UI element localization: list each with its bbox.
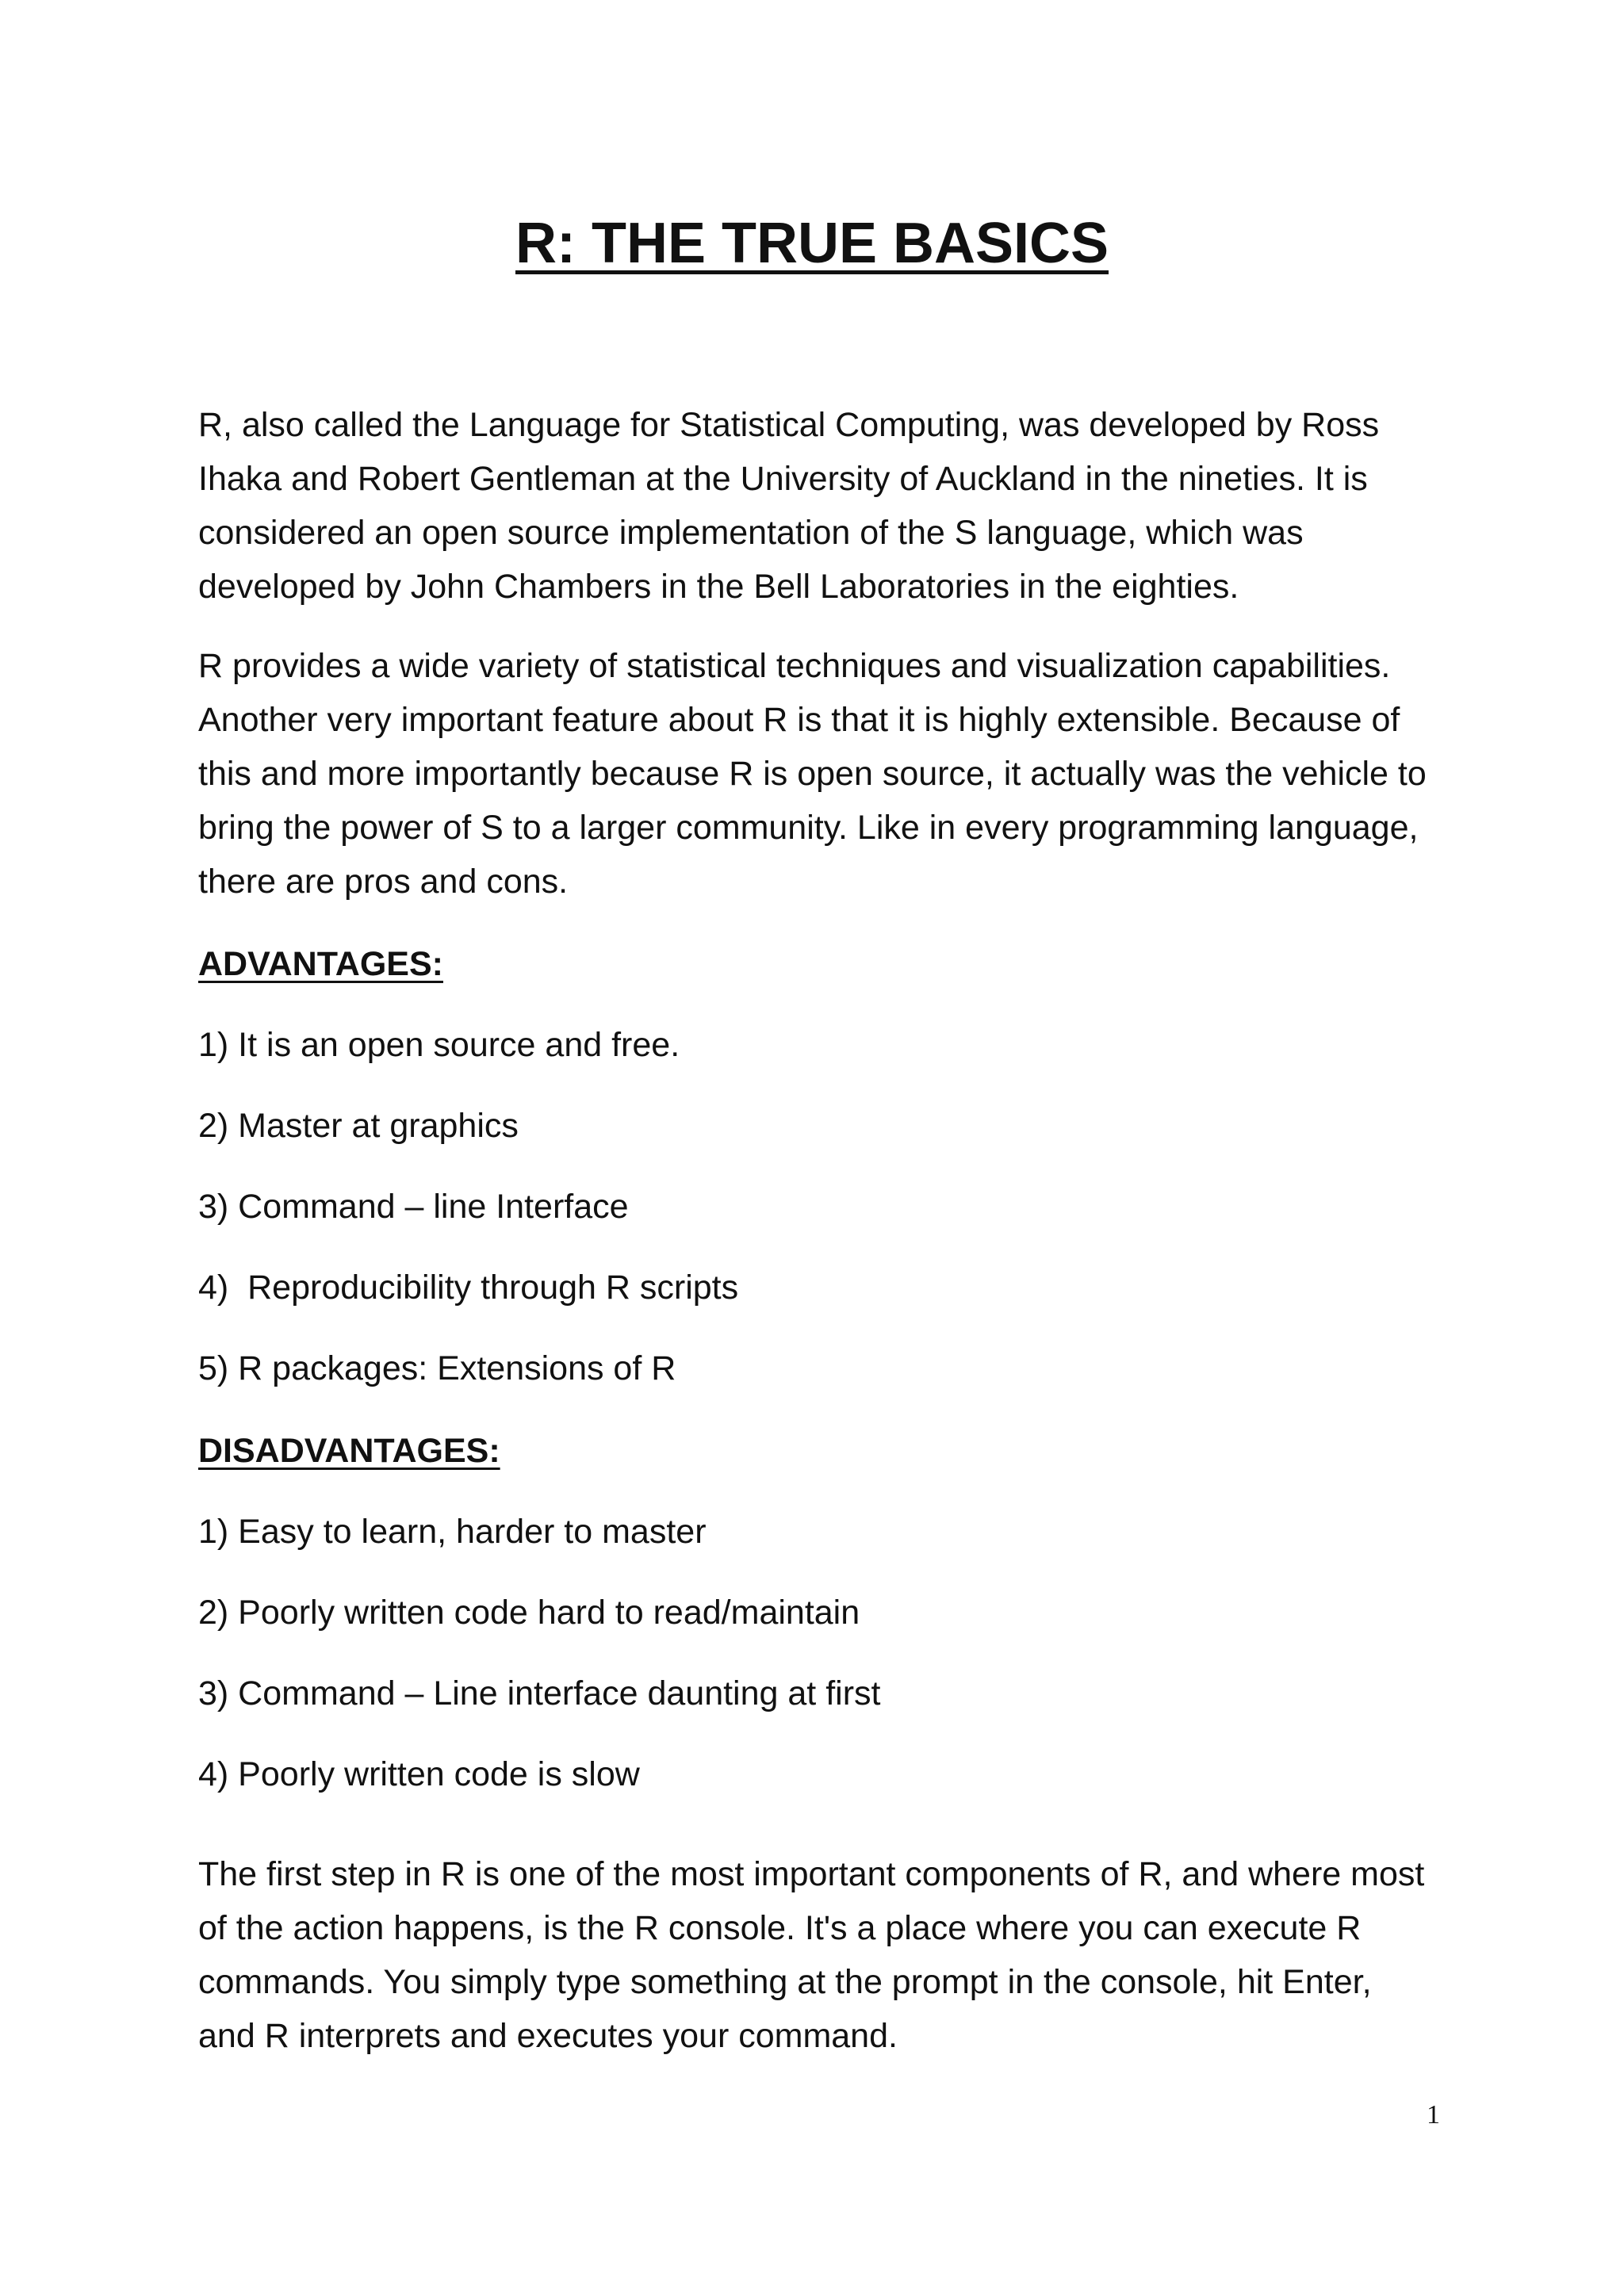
features-paragraph: R provides a wide variety of statistical techniques and visualization capabilities. Another very important feature about R is that it is highly extensible. Because of this and more importantly because R is open source, it actually was the vehicle to bring the power of S to a larger community. Like in every programming language, there are pros and cons.: [198, 647, 1427, 901]
list-item: 3) Command – line Interface: [198, 1188, 629, 1226]
list-item: 3) Command – Line interface daunting at first: [198, 1674, 881, 1712]
list-item: 4) Reproducibility through R scripts: [198, 1269, 739, 1307]
list-item: 1) It is an open source and free.: [198, 1026, 680, 1064]
advantages-heading: ADVANTAGES:: [198, 945, 443, 983]
list-item: 2) Poorly written code hard to read/maintain: [198, 1594, 860, 1632]
page-title: R: THE TRUE BASICS: [515, 212, 1109, 275]
disadvantages-list: [198, 1505, 1435, 1828]
page-number: 1: [1427, 2100, 1440, 2130]
list-item: 1) Easy to learn, harder to master: [198, 1513, 707, 1551]
list-item: 5) R packages: Extensions of R: [198, 1349, 676, 1387]
disadvantages-heading: DISADVANTAGES:: [198, 1432, 500, 1470]
intro-paragraph: R, also called the Language for Statistical Computing, was developed by Ross Ihaka and Robert Gentleman at the University of Auckland in the nineties. It is considered an open source implementation of the S language, which was developed by John Chambers in the Bell Laboratories in the eighties.: [198, 406, 1380, 606]
advantages-list: [198, 1018, 1435, 1422]
console-paragraph: The first step in R is one of the most important components of R, and where most of the action happens, is the R console. It's a place where you can execute R commands. You simply type something at the prompt in the console, hit Enter, and R interprets and executes your command.: [198, 1855, 1425, 2055]
list-item: 4) Poorly written code is slow: [198, 1755, 640, 1793]
list-item: 2) Master at graphics: [198, 1107, 519, 1145]
